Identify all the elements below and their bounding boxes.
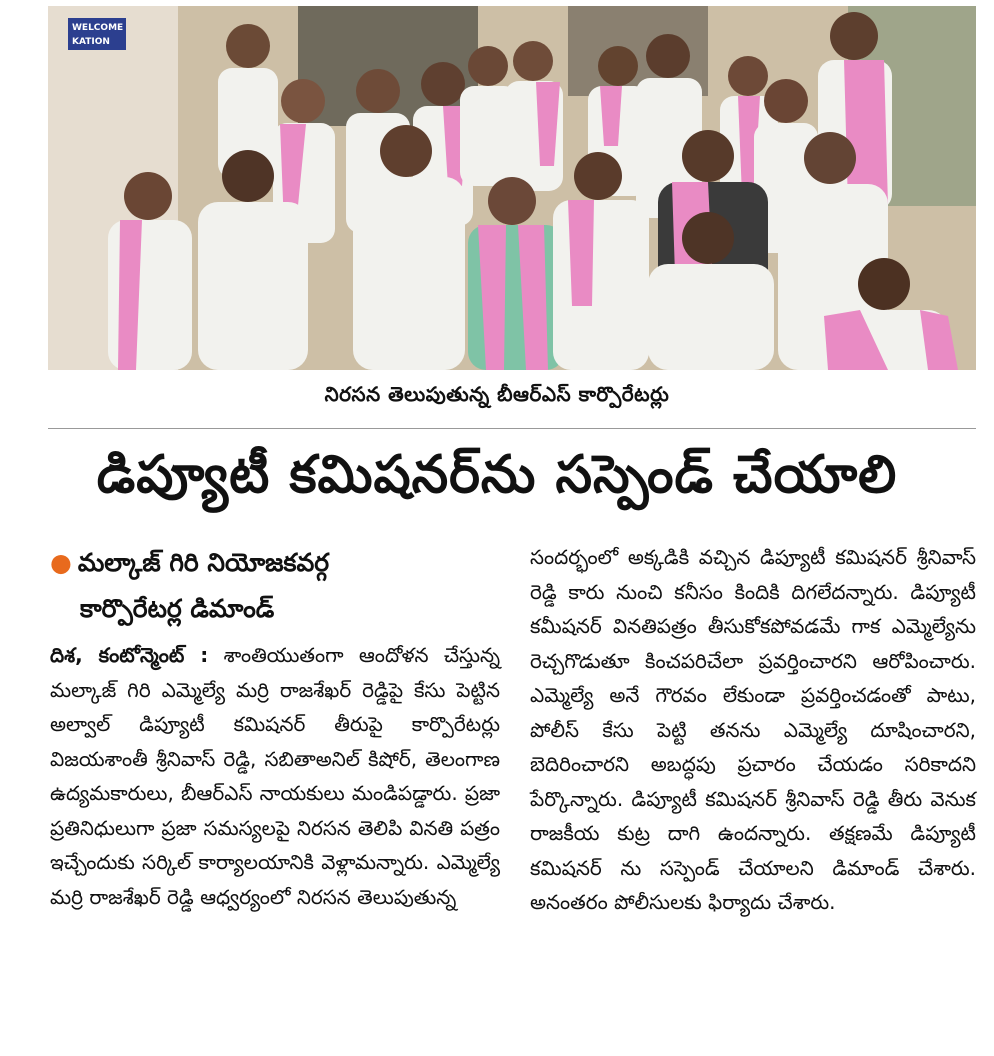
kicker-line1-text: మల్కాజ్ గిరి నియోజకవర్గ [77, 548, 330, 577]
kicker-line2: కార్పొరేటర్ల డిమాండ్ [80, 594, 275, 623]
welcome-sign-line1: WELCOME [72, 23, 124, 33]
article-column-left [50, 540, 500, 914]
kicker-line1 [50, 540, 500, 586]
dateline: దిశ, కంటోన్మెంట్ : [50, 643, 209, 667]
news-photo [48, 6, 976, 370]
headline: డిప్యూటీ కమిషనర్‌ను సస్పెండ్ చేయాలి [96, 445, 898, 505]
photo-caption: నిరసన తెలుపుతున్న బీఆర్ఎస్ కార్పొరేటర్లు [324, 382, 670, 406]
caption-divider [48, 428, 976, 429]
article-text-right: సందర్భంలో అక్కడికి వచ్చిన డిప్యూటీ కమిషనర్ శ్రీనివాస్ రెడ్డి కారు నుంచి కనీసం కిందికి దిగలేదన్నారు. డిప్యూటీ కమీషనర్ వినతిపత్రం తీసుకోకపోవడమే గాక ఎమ్మెల్యేను రెచ్చగొడుతూ కించపరిచేలా ప్రవర్తించారని ఆరోపించారు. ఎమ్మెల్యే అనే గౌరవం లేకుండా ప్రవర్తించడంతో పాటు, పోలీస్ కేసు పెట్టి తనను ఎమ్మెల్యే దూషించారని, బెదిరించారని అబద్ధపు ప్రచారం చేయడం సరికాదని పేర్కొన్నారు. డిప్యూటీ కమిషనర్ శ్రీనివాస్ రెడ్డి తీరు వెనుక రాజకీయ కుట్ర దాగి ఉందన్నారు. తక్షణమే డిప్యూటీ కమిషనర్ ను సస్పెండ్ చేయాలని డిమాండ్ చేశారు. అనంతరం పోలీసులకు ఫిర్యాదు చేశారు. [530, 545, 976, 914]
bullet-icon: ● [50, 548, 72, 577]
group-photo-illustration [48, 6, 976, 370]
welcome-sign-line2: KATION [72, 37, 110, 47]
article-body-left [50, 638, 500, 914]
article-text-left: శాంతియుతంగా ఆందోళన చేస్తున్న మల్కాజ్ గిరి ఎమ్మెల్యే మర్రి రాజశేఖర్ రెడ్డిపై కేసు పెట్టిన అల్వాల్ డిప్యూటీ కమిషనర్ తీరుపై కార్పొరేటర్లు విజయశాంతీ శ్రీనివాస్ రెడ్డి, సబితాఅనిల్ కిషోర్, తెలంగాణ ఉద్యమకారులు, బీఆర్ఎస్ నాయకులు మండిపడ్డారు. ప్రజా ప్రతినిధులుగా ప్రజా సమస్యలపై నిరసన తెలిపి వినతి పత్రం ఇచ్చేందుకు సర్కిల్ కార్యాలయానికి వెళ్లామన్నారు. ఎమ్మెల్యే మర్రి రాజశేఖర్ రెడ్డి ఆధ్వర్యంలో నిరసన తెలుపుతున్న [50, 643, 500, 909]
article-column-right [530, 540, 976, 920]
